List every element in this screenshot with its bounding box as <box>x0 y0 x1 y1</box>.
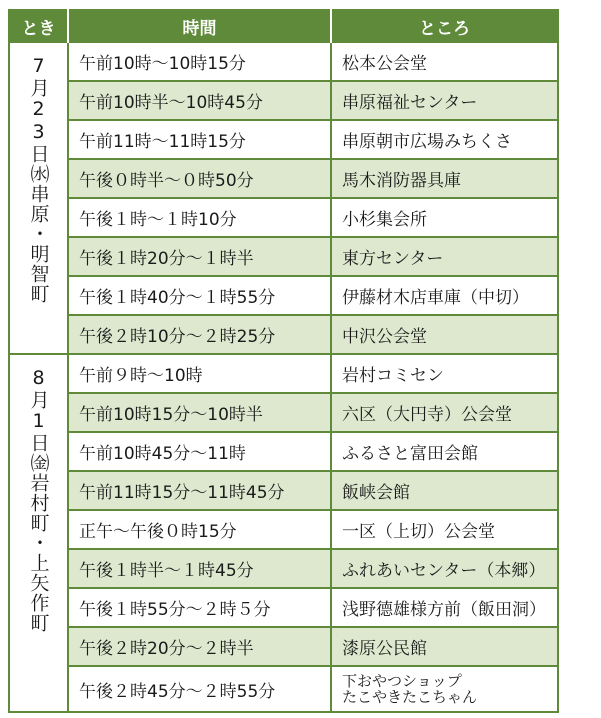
place-cell: 一区（上切）公会堂 <box>331 510 558 549</box>
table-row <box>9 159 558 198</box>
table-row <box>9 393 558 432</box>
time-cell: 午前10時15分～10時半 <box>68 393 331 432</box>
time-cell: 午前11時15分～11時45分 <box>68 471 331 510</box>
place-cell: 岩村コミセン <box>331 354 558 393</box>
time-cell: 午後１時半～１時45分 <box>68 549 331 588</box>
place-cell: 飯峡会館 <box>331 471 558 510</box>
time-cell: 午後０時半～０時50分 <box>68 159 331 198</box>
time-cell: 午前９時～10時 <box>68 354 331 393</box>
place-line: 下おやつショップ <box>342 672 462 690</box>
table-row <box>9 549 558 588</box>
place-cell: 中沢公会堂 <box>331 315 558 354</box>
time-cell: 午後１時40分～１時55分 <box>68 276 331 315</box>
time-cell: 午後２時10分～２時25分 <box>68 315 331 354</box>
date-label: 8月1日㈮岩村町・上矢作町 <box>27 367 50 633</box>
place-line: たこやきたこちゃん <box>342 688 478 706</box>
header-time: 時間 <box>68 10 331 42</box>
place-cell: 伊藤材木店車庫（中切） <box>331 276 558 315</box>
time-cell: 午後２時20分～２時半 <box>68 627 331 666</box>
place-cell: 馬木消防器具庫 <box>331 159 558 198</box>
header-place: ところ <box>331 10 558 42</box>
table-row <box>9 627 558 666</box>
table-row <box>9 354 558 393</box>
table-row <box>9 471 558 510</box>
place-cell: 漆原公民館 <box>331 627 558 666</box>
table-row <box>9 588 558 627</box>
table-row <box>9 81 558 120</box>
time-cell: 午前10時半～10時45分 <box>68 81 331 120</box>
time-cell: 午後１時55分～２時５分 <box>68 588 331 627</box>
place-cell: 小杉集会所 <box>331 198 558 237</box>
header-row <box>9 10 558 42</box>
date-cell-august <box>9 354 68 712</box>
table-row <box>9 237 558 276</box>
header-date: とき <box>9 10 68 42</box>
place-cell: 串原福祉センター <box>331 81 558 120</box>
table-row <box>9 120 558 159</box>
table-row <box>9 432 558 471</box>
place-cell: 浅野德雄様方前（飯田洞） <box>331 588 558 627</box>
date-cell-july <box>9 42 68 354</box>
time-cell: 午後２時45分～２時55分 <box>68 666 331 712</box>
time-cell: 午前11時～11時15分 <box>68 120 331 159</box>
place-cell: 六区（大円寺）公会堂 <box>331 393 558 432</box>
place-cell: 東方センター <box>331 237 558 276</box>
table-row <box>9 510 558 549</box>
place-cell <box>331 666 558 712</box>
table-row <box>9 198 558 237</box>
place-cell: 串原朝市広場みちくさ <box>331 120 558 159</box>
time-cell: 午後１時～１時10分 <box>68 198 331 237</box>
place-cell: ふれあいセンター（本郷） <box>331 549 558 588</box>
time-cell: 午前10時45分～11時 <box>68 432 331 471</box>
table-row <box>9 276 558 315</box>
time-cell: 正午～午後０時15分 <box>68 510 331 549</box>
time-cell: 午前10時～10時15分 <box>68 42 331 81</box>
table-row <box>9 666 558 712</box>
table-row <box>9 42 558 81</box>
time-cell: 午後１時20分～１時半 <box>68 237 331 276</box>
place-cell: ふるさと富田会館 <box>331 432 558 471</box>
table-row <box>9 315 558 354</box>
date-label: 7月23日㈬串原・明智町 <box>27 55 50 304</box>
schedule-table <box>8 9 559 713</box>
place-cell: 松本公会堂 <box>331 42 558 81</box>
